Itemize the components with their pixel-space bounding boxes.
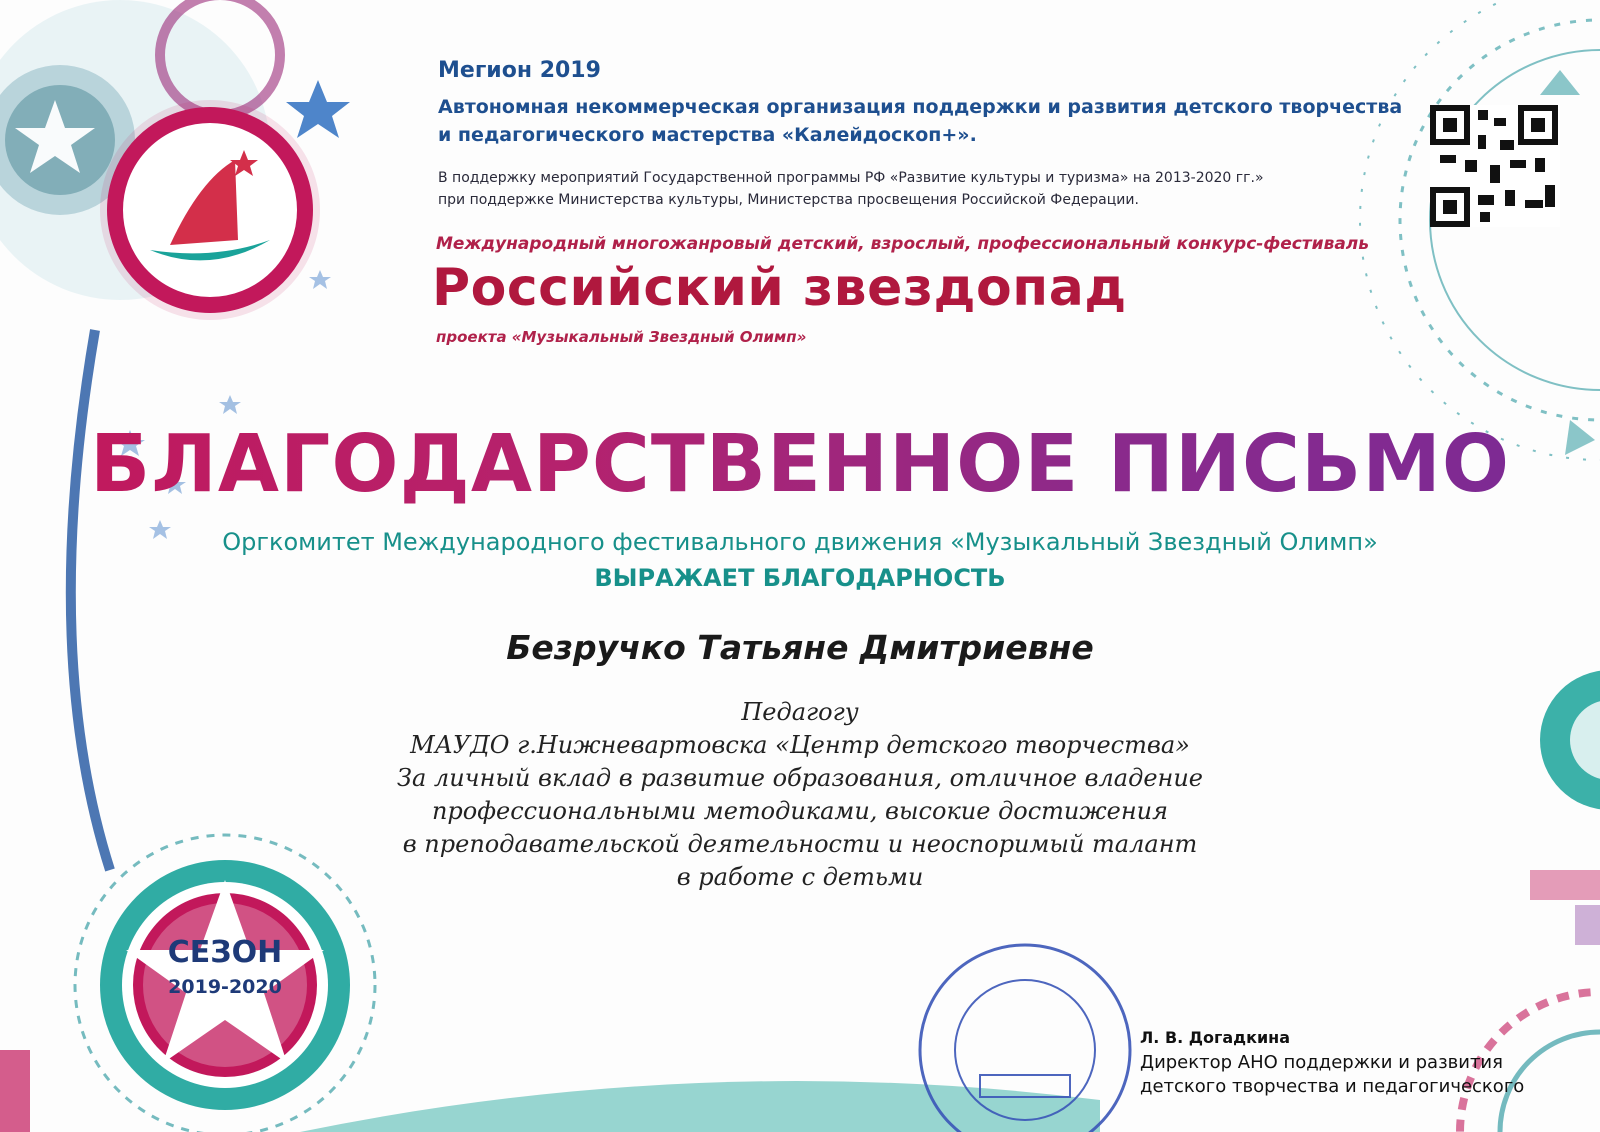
festival-subtitle: Международный многожанровый детский, взрослый, профессиональный конкурс-фестиваль bbox=[436, 234, 1369, 254]
qr-code-icon bbox=[1430, 105, 1560, 227]
body-line: Педагогу bbox=[741, 698, 859, 726]
festival-project: проекта «Музыкальный Звездный Олимп» bbox=[436, 328, 807, 346]
body-line: в работе с детьми bbox=[676, 863, 924, 891]
header-org-line: и педагогического мастерства «Калейдоскоп+». bbox=[438, 124, 977, 146]
star-icon bbox=[286, 80, 350, 138]
header-support-line: при поддержке Министерства культуры, Министерства просвещения Российской Федерации. bbox=[438, 192, 1139, 208]
festival-logo bbox=[100, 100, 320, 320]
recipient-name: Безручко Татьяне Дмитриевне bbox=[506, 628, 1094, 667]
circle-decoration-top-right bbox=[1360, 0, 1600, 460]
signatory-position: детского творчества и педагогического bbox=[1140, 1076, 1525, 1097]
org-committee-line: Оргкомитет Международного фестивального движения «Музыкальный Звездный Олимп» bbox=[222, 528, 1378, 556]
expresses-gratitude: ВЫРАЖАЕТ БЛАГОДАРНОСТЬ bbox=[594, 564, 1006, 592]
season-years: 2019-2020 bbox=[168, 976, 282, 998]
header-org-line: Автономная некоммерческая организация поддержки и развития детского творчества bbox=[438, 96, 1403, 118]
festival-title: Российский звездопад bbox=[432, 258, 1127, 318]
signatory-name: Л. В. Догадкина bbox=[1140, 1028, 1291, 1047]
body-line: профессиональными методиками, высокие достижения bbox=[431, 797, 1169, 825]
header-support-line: В поддержку мероприятий Государственной программы РФ «Развитие культуры и туризма» на 2013-2020 гг.» bbox=[438, 170, 1264, 186]
header-year-line: Мегион 2019 bbox=[438, 58, 601, 83]
body-line: За личный вклад в развитие образования, отличное владение bbox=[397, 764, 1203, 792]
body-line: в преподавательской деятельности и неоспоримый талант bbox=[402, 830, 1198, 858]
season-label: СЕЗОН bbox=[167, 935, 283, 970]
certificate-title: БЛАГОДАРСТВЕННОЕ ПИСЬМО bbox=[0, 418, 1600, 510]
body-line: МАУДО г.Нижневартовска «Центр детского творчества» bbox=[410, 731, 1190, 759]
signatory-position: Директор АНО поддержки и развития bbox=[1140, 1052, 1503, 1073]
